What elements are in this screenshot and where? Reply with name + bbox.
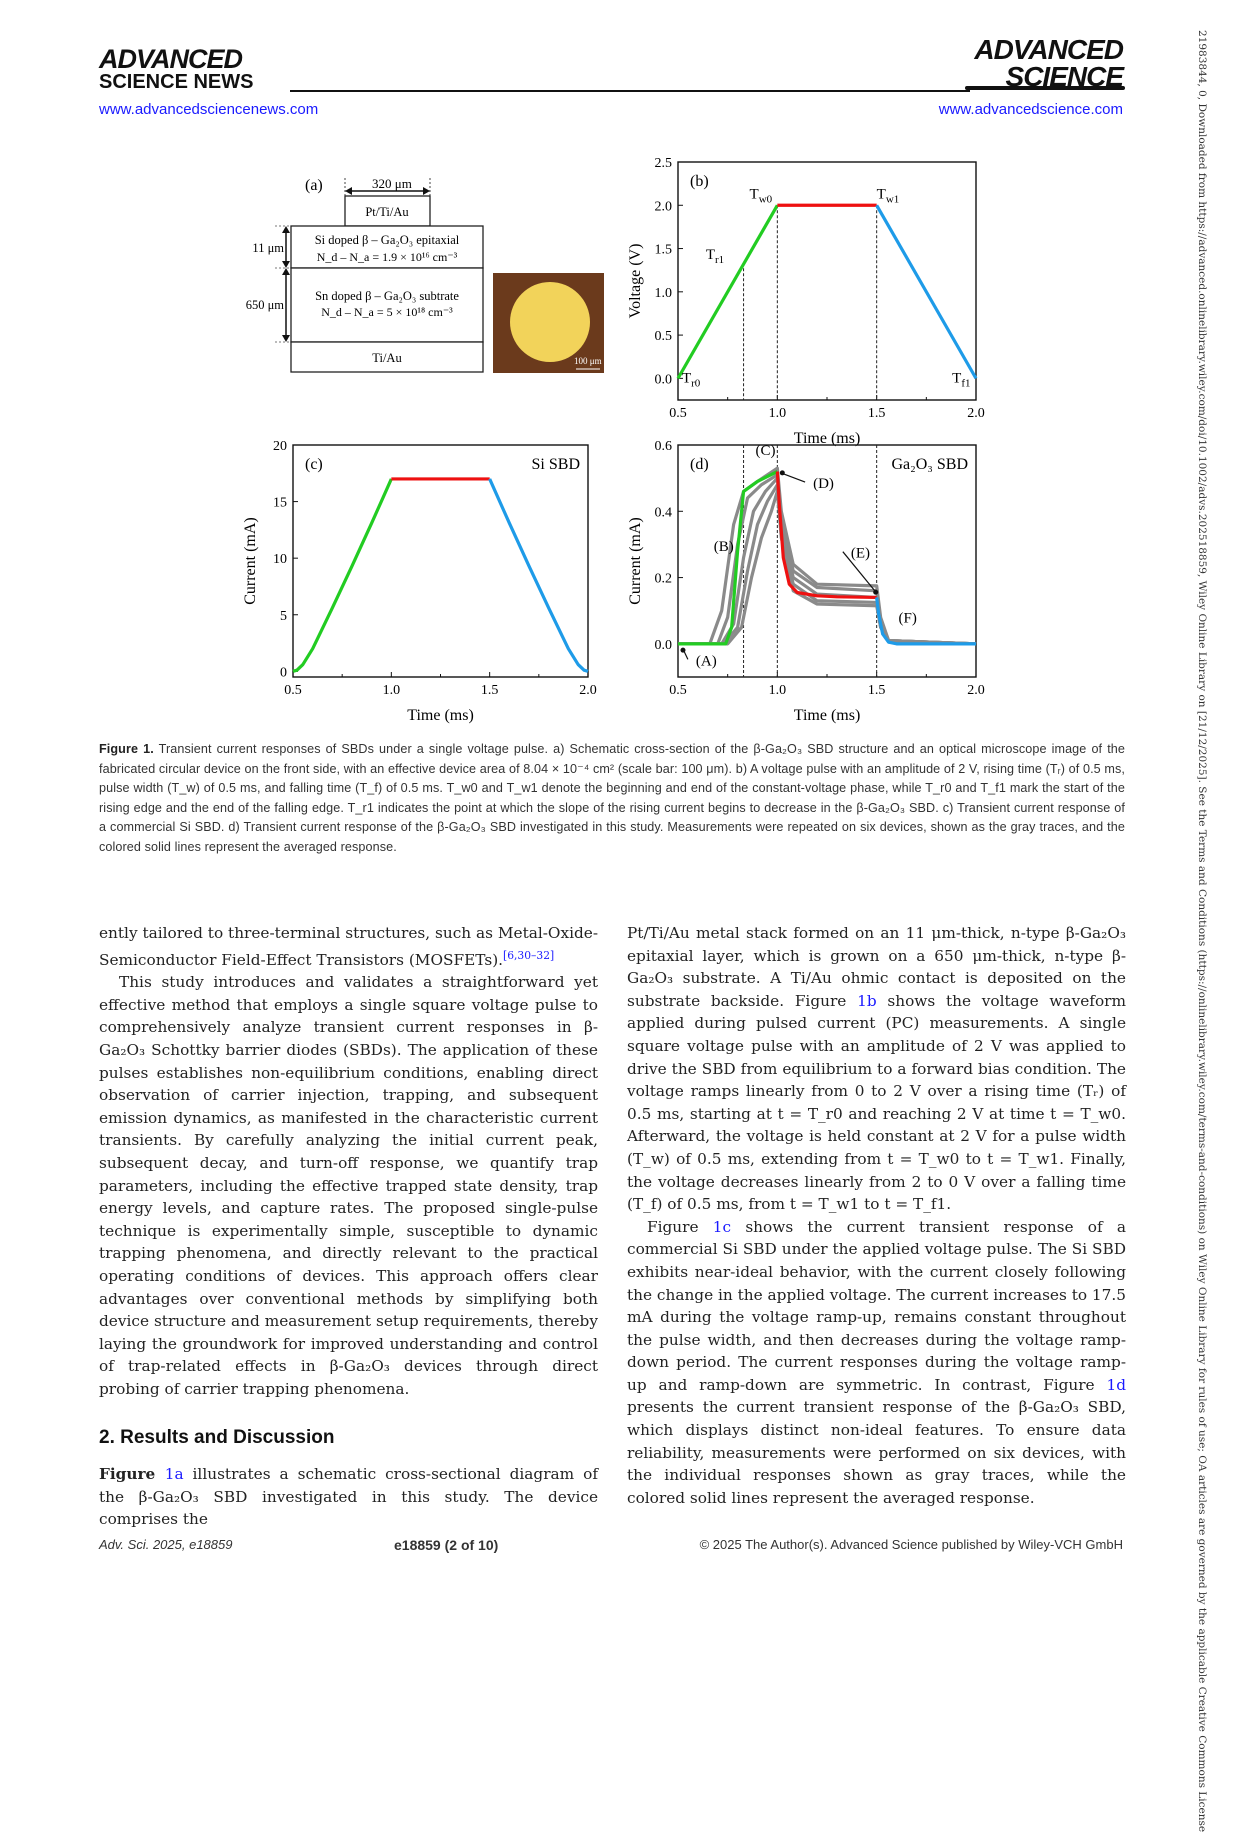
x-tick-label: 1.0	[768, 683, 787, 698]
series-fall--avg-	[877, 597, 976, 643]
gray-device-trace	[678, 475, 976, 644]
epi-thickness-label: 11 μm	[252, 241, 284, 255]
figure-link-1d[interactable]: 1d	[1106, 1375, 1126, 1394]
paragraph	[99, 922, 598, 971]
y-tick-label: 0.0	[654, 637, 672, 653]
annotation-subscript: w1	[885, 193, 900, 206]
paragraph-text: illustrates a schematic cross-sectional diagram of the β-Ga₂O₃ SBD investigated in this study. The device comprises the	[99, 1465, 598, 1529]
y-tick-label: 15	[273, 495, 287, 511]
chart-title: Si SBD	[531, 456, 580, 473]
annotation-label: $T_{r1}$	[705, 246, 725, 266]
y-tick-label: 5	[280, 608, 287, 624]
y-tick-label: 0.5	[654, 329, 672, 345]
arrowhead-icon	[423, 187, 430, 195]
section-heading: 2. Results and Discussion	[99, 1426, 335, 1448]
annotation-label: $T_{r0}$	[681, 370, 701, 390]
top-contact-label: Pt/Ti/Au	[365, 205, 409, 219]
y-tick-label: 0	[280, 665, 287, 681]
footer-journal: Adv. Sci. 2025, e18859	[99, 1537, 233, 1552]
bottom-contact-label: Ti/Au	[372, 351, 402, 365]
paragraph	[627, 1216, 1126, 1510]
paragraph-text: presents the current transient response of the β-Ga₂O₃ SBD, which displays distinct non-ideal features. To ensure data reliability, measurements were performed on six devices, with the individual responses shown as gray traces, while the colored solid lines represent the averaged response.	[627, 1398, 1126, 1507]
gray-device-trace	[678, 468, 976, 644]
annotation-label: $T_{f1}$	[952, 370, 971, 390]
series-rise	[678, 205, 777, 378]
annotation-subscript: w0	[758, 193, 773, 206]
x-tick-label: 1.5	[480, 683, 499, 698]
figure-caption	[99, 740, 1125, 857]
y-tick-label: 0.0	[654, 372, 672, 388]
paragraph-text: shows the current transient response of a commercial Si SBD under the applied voltage pulse. The Si SBD exhibits near-ideal behavior, with the current closely following the change in the applied voltage. The current increases to 17.5 mA during the voltage ramp-up, remains constant throughout the pulse width, and then decreases during the voltage ramp-down period. The current responses during the voltage ramp-up and ramp-down are symmetric. In contrast, Figure	[627, 1217, 1126, 1394]
advanced-science-logo	[974, 34, 1123, 92]
y-tick-label: 1.5	[654, 242, 672, 258]
chart-panel-b	[627, 156, 985, 447]
annotation-label: (E)	[850, 545, 870, 562]
journal-website-link[interactable]: www.advancedsciencenews.com	[99, 101, 319, 118]
figure-link-1c[interactable]: 1c	[712, 1217, 732, 1236]
y-tick-label: 2.5	[654, 156, 672, 171]
annotation-label: $T_{w1}$	[876, 186, 900, 206]
sub-thickness-label: 650 μm	[245, 298, 284, 312]
arrowhead-icon	[873, 590, 878, 595]
citation-link[interactable]: [6,30–32]	[503, 948, 555, 962]
width-label: 320 μm	[372, 176, 412, 191]
panel-label: (c)	[305, 456, 323, 473]
annotation-subscript: r0	[691, 377, 701, 390]
series-rise	[293, 479, 391, 671]
y-tick-label: 0.4	[654, 505, 672, 521]
figure-1	[0, 150, 1241, 730]
arrowhead-icon	[282, 261, 290, 268]
arrowhead-icon	[282, 268, 290, 275]
x-tick-label: 1.0	[768, 406, 787, 421]
gray-device-trace	[678, 485, 976, 644]
epi-line-2: N_d – N_a = 1.9 × 10¹⁶ cm⁻³	[316, 250, 458, 264]
scale-bar-label: 100 μm	[574, 356, 602, 366]
logo-line-1: ADVANCED	[99, 44, 243, 74]
body-column-right	[627, 922, 1126, 1509]
x-tick-label: 2.0	[579, 683, 597, 698]
y-axis-label: Current (mA)	[627, 517, 644, 605]
series-fall	[490, 479, 588, 671]
gray-device-trace	[678, 491, 976, 643]
plot-frame	[678, 162, 976, 400]
x-tick-label: 1.0	[382, 683, 401, 698]
arrowhead-icon	[345, 187, 352, 195]
y-axis-label: Voltage (V)	[627, 243, 644, 319]
sub-line-1: Sn doped β – Ga₂O₃ subtrate	[315, 289, 459, 303]
paragraph	[99, 1463, 598, 1531]
paragraph-text: shows the voltage waveform applied during pulsed current (PC) measurements. A single square voltage pulse with an amplitude of 2 V was applied to drive the SBD from equilibrium to a forward bias condition. The voltage ramps linearly from 0 to 2 V over a rising time (Tᵣ) of 0.5 ms, starting at t = T_r0 and reaching 2 V at time t = T_w0. Afterward, the voltage is held constant at 2 V for a pulse width (T_w) of 0.5 ms, extending from t = T_w0 to t = T_w1. Finally, the voltage decreases linearly from 2 to 0 V over a falling time (T_f) of 0.5 ms, from t = T_w1 to t = T_f1.	[627, 991, 1126, 1214]
device-circle	[510, 282, 590, 362]
x-tick-label: 0.5	[284, 683, 302, 698]
annotation-label: (B)	[713, 539, 734, 556]
paragraph: This study introduces and validates a straightforward yet effective method that employs a single square voltage pulse to comprehensively analyze transient current responses in β-Ga₂O₃ Schottky barrier diodes (SBDs). The application of these pulses establishes non-equilibrium conditions, enabling direct observation of carrier injection, trapping, and subsequent emission dynamics, as manifested in the characteristic current transients. By carefully analyzing the initial current peak, subsequent decay, and turn-off response, we quantify trap parameters, including the effective trapped state density, trap energy levels, and capture rates. The proposed single-pulse technique is experimentally simple, susceptible to dynamic trapping phenomena, and directly relevant to the practical operating conditions of devices. This approach offers clear advantages over conventional methods by simplifying both device structure and measurement setup requirements, thereby laying the groundwork for improved understanding and control of trap-related effects in β-Ga₂O₃ devices through direct probing of carrier trapping phenomena.	[99, 973, 598, 1398]
x-tick-label: 2.0	[967, 683, 985, 698]
figure-1-svg	[0, 150, 1241, 730]
y-tick-label: 0.2	[654, 571, 672, 587]
logo-line-1: ADVANCED	[974, 34, 1123, 65]
journal-website-link-right[interactable]: www.advancedscience.com	[938, 101, 1123, 118]
paragraph-text: Pt/Ti/Au metal stack formed on an 11 μm-thick, n-type β-Ga₂O₃ epitaxial layer, which is grown on a 650 μm-thick, n-type β-Ga₂O₃ substrate. A Ti/Au ohmic contact is deposited on the substrate backside. Figure	[627, 924, 1126, 1010]
epi-line-1: Si doped β – Ga₂O₃ epitaxial	[314, 233, 460, 247]
footer-page-number: e18859 (2 of 10)	[394, 1537, 499, 1553]
x-tick-label: 1.5	[867, 406, 886, 421]
header-rule	[290, 90, 970, 92]
caption-text: Transient current responses of SBDs under a single voltage pulse. a) Schematic cross-section of the β-Ga₂O₃ SBD structure and an optical microscope image of the fabricated circular device on the front side, with an effective device area of 8.04 × 10⁻⁴ cm² (scale bar: 100 μm). b) A voltage pulse with an amplitude of 2 V, rising time (Tᵣ) of 0.5 ms, pulse width (T_w) of 0.5 ms, and falling time (T_f) of 0.5 ms. T_w0 and T_w1 denote the beginning and end of the constant-voltage phase, while T_r0 and T_f1 mark the start of the rising edge and the end of the falling edge. T_r1 indicates the point at which the slope of the rising current begins to decrease in the β-Ga₂O₃ SBD. c) Transient current response of a commercial Si SBD. d) Transient current response of the β-Ga₂O₃ SBD investigated in this study. Measurements were repeated on six devices, shown as the gray traces, and the colored solid lines represent the averaged response.	[99, 742, 1125, 854]
paragraph-text: Figure	[647, 1217, 713, 1236]
panel-label: (b)	[690, 173, 709, 190]
body-column-left	[99, 922, 598, 1531]
annotation-arrow	[684, 651, 688, 659]
arrowhead-icon	[780, 470, 785, 475]
figure-link-1a[interactable]: 1a	[164, 1465, 184, 1484]
annotation-label: (C)	[755, 442, 776, 459]
x-tick-label: 0.5	[669, 683, 687, 698]
annotation-label: $T_{w0}$	[749, 186, 773, 206]
advanced-science-news-logo	[99, 46, 253, 92]
y-tick-label: 10	[273, 552, 287, 568]
annotation-subscript: f1	[961, 377, 971, 390]
annotation-subscript: r1	[714, 253, 725, 266]
paragraph-text: ently tailored to three-terminal structures, such as Metal-Oxide-Semiconductor Field-Effect Transistors (MOSFETs).	[99, 924, 598, 969]
gray-device-trace	[678, 478, 976, 644]
arrowhead-icon	[680, 648, 685, 653]
y-tick-label: 2.0	[654, 199, 672, 215]
figure-link-1b[interactable]: 1b	[857, 991, 877, 1010]
footer-copyright: © 2025 The Author(s). Advanced Science published by Wiley-VCH GmbH	[699, 1537, 1123, 1552]
annotation-label: (F)	[898, 610, 917, 627]
chart-panel-d	[627, 439, 985, 724]
y-tick-label: 1.0	[654, 285, 672, 301]
x-tick-label: 0.5	[669, 406, 687, 421]
download-side-banner: 21983844, 0, Downloaded from https://advanced.onlinelibrary.wiley.com/doi/10.1002/advs.202518859, Wiley Online Library on [21/12/2025]. See the Terms and Conditions (https://onlinelibrary.wiley.com/terms-and-conditions) on Wiley Online Library for rules of use; OA articles are governed by the applicable Creative Commons License	[1196, 30, 1208, 1832]
sub-line-2: N_d – N_a = 5 × 10¹⁸ cm⁻³	[321, 305, 453, 319]
chart-title: Ga₂O₃ SBD	[891, 456, 968, 473]
annotation-label: (D)	[813, 476, 834, 493]
annotation-arrow	[783, 474, 805, 482]
paragraph	[627, 922, 1126, 1216]
arrowhead-icon	[282, 226, 290, 233]
panel-a-schematic	[246, 176, 483, 372]
arrowhead-icon	[282, 335, 290, 342]
logo-line-2: SCIENCE NEWS	[99, 71, 254, 93]
x-tick-label: 1.5	[867, 683, 886, 698]
annotation-label: (A)	[695, 653, 717, 670]
logo-line-2: SCIENCE	[1005, 60, 1123, 92]
figure-ref-prefix: Figure	[99, 1465, 165, 1484]
optical-micrograph	[493, 273, 604, 373]
chart-panel-c	[242, 439, 597, 724]
panel-label: (d)	[690, 456, 709, 473]
x-tick-label: 2.0	[967, 406, 985, 421]
x-axis-label: Time (ms)	[793, 430, 861, 447]
y-axis-label: Current (mA)	[242, 517, 259, 605]
panel-a-label: (a)	[305, 177, 323, 194]
caption-label: Figure 1.	[99, 742, 154, 756]
y-tick-label: 0.6	[654, 439, 672, 454]
y-tick-label: 20	[273, 439, 287, 454]
series-fall	[877, 205, 976, 378]
x-axis-label: Time (ms)	[793, 707, 861, 724]
x-axis-label: Time (ms)	[407, 707, 474, 724]
